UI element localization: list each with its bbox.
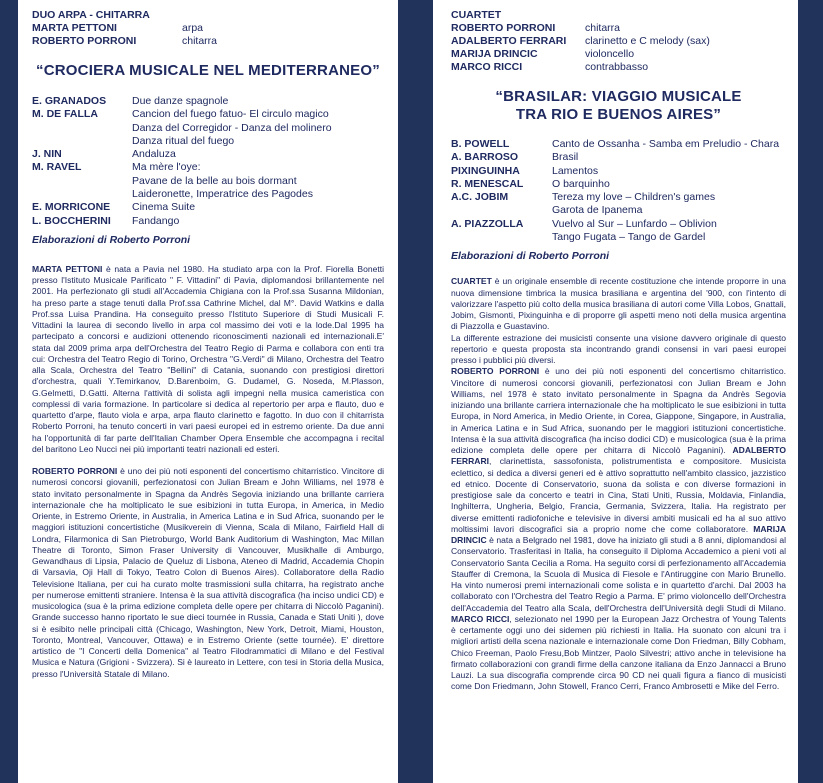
cast-list <box>451 9 786 74</box>
composer: J. NIN <box>32 148 62 161</box>
composer: E. MORRICONE <box>32 201 111 214</box>
work: O barquinho <box>552 177 610 190</box>
bio-text: è uno dei più noti esponenti del concertismo chitarristico. Vincitore di numerosi concorsi giovanili, perfezionatosi con Julian Bream e John Williams, nel 1978 è stato invitato personalmente in Spagna da Andrès Segovia iniziando una brillante carriera internazionale che ha moltiplicato le sue esibizioni in tutta Europa, in America, in Medio Oriente, in Estremo Oriente, in Australia, in America Latina e in Sud Africa, suonando per le maggiori istituzioni concertistiche (Musikverein di Vienna, Scala di Milano, Fairfield Hall di Londra, Filarmonica di San Pietroburgo, World Bank Auditorium di Washington, Mac Millan Theatre di Toronto, Simon Fraser University di Vancouver, Musikhalle di Amburgo, Gewandhaus di Lipsia, Palacio de Queluz di Lisbona, Ateneo di Madrid, Accademia Chopin di Varsavia, Oji Hall di Tokyo, Teatro Colon di Buenos Aires). Collaboratore della Radio Televisione Italiana, per cui ha curato molte trasmissioni sulla chitarra, ha registrato anche per numerose emittenti straniere. Intensa è la sua attività discografica (ha inciso undici CD) e musicologica (sua è la prima edizione completa delle opere per chitarra di Niccolò Paganini). Grande successo hanno riportato le sue dieci tournée in Russia, Canada e Stati Uniti ), dove si è esibito nelle principali città (Chicago, Washington, New York, Detroit, Miami, Houston, Toronto, Montreal, Vancouver, Ottawa) e in Estremo Oriente (sette tournée). E' direttore artistico de "I Concerti della Domenica" al Teatro Filodrammatici di Milano e del Festival Musica e Natura (Grigioni - Svizzera). Si è laureato in Lettere, con tesi in Storia della Musica, presso l'Università Statale di Milano. <box>32 466 384 679</box>
bio-text: , clarinettista, sassofonista, polistrumentista e compositore. Musicista eclettico, si dedica a diversi generi ed è attivo soprattutto nell'ambito classico, jazzistico ed etnico. Docente di Conservatorio, suona da solista e con diverse formazioni in prestigiose sale da concerto e teatri in Cina, Stati Uniti, Russia, Moldavia, Finlandia, Inghilterra, Ungheria, Belgio, Francia, Germania, Svizzera, Italia. Ha registrato per diverse emittenti radiofoniche e televisive in diversi ambiti musicali ed ha al suo attivo moltissimi lavori discografici sia a proprio nome che come collaboratore. <box>451 456 786 534</box>
composer: A.C. JOBIM <box>451 191 509 204</box>
composer: PIXINGUINHA <box>451 164 520 177</box>
bio-text: è nata a Belgrado nel 1981, dove ha iniziato gli studi a 8 anni, diplomandosi al Conservatorio. Trasferitasi in Italia, ha conseguito il Diploma Accademico a pieni voti al Conservatorio Santa Cecilia a Roma. Ha seguito corsi di perfezionamento all'Accademia Stauffer di Cremona, la Scuola di Musica di Fiesole e l'Antiruggine con Mario Brunello. Ha vinto numerosi premi internazionali come solista e in quartetto d'archi. Dal 2003 ha collaborato con l'Orchestra del Teatro Regio a Parma. E' primo violoncello dell'Orchestra dell'Accademia del Teatro alla Scala, dell'Orchestra dell'Università degli Studi di Milano. <box>451 535 786 613</box>
bio-porroni <box>32 466 384 680</box>
cast-heading: DUO ARPA - CHITARRA <box>32 9 150 21</box>
cast-list <box>32 9 384 48</box>
work: Brasil <box>552 151 579 164</box>
program-title-line: TRA RIO E BUENOS AIRES” <box>515 106 722 123</box>
bio-name: MARTA PETTONI <box>32 263 103 274</box>
bio-pettoni <box>32 264 384 455</box>
work: Tereza my love – Children's games <box>552 191 716 204</box>
work: Due danze spagnole <box>132 95 229 107</box>
program-row <box>32 215 384 228</box>
bio-ensemble-members <box>451 366 786 692</box>
composer: A. PIAZZOLLA <box>451 217 524 230</box>
work: Vuelvo al Sur – Lunfardo – Oblivion <box>552 217 717 230</box>
program-row <box>451 218 786 245</box>
bio-name: ADALBERTO FERRARI <box>451 445 786 467</box>
program-row <box>451 151 786 164</box>
cast-row <box>451 61 786 74</box>
work: Garota de Ipanema <box>552 204 643 217</box>
work: Laideronette, Imperatrice des Pagodes <box>132 188 313 201</box>
cast-name: MARCO RICCI <box>451 61 523 73</box>
work: Cancion del fuego fatuo- El circulo magico <box>132 108 329 121</box>
composer: R. MENESCAL <box>451 177 524 190</box>
program-row <box>32 95 384 108</box>
bio-cuartet <box>451 276 786 332</box>
program-title: “CROCIERA MUSICALE NEL MEDITERRANEO” <box>36 62 380 79</box>
work: Lamentos <box>552 164 599 177</box>
cast-role: chitarra <box>182 35 218 47</box>
cast-name: MARTA PETTONI <box>32 22 117 34</box>
cast-row <box>32 22 384 35</box>
work: Danza del Corregidor - Danza del molinero <box>132 121 332 134</box>
bio-text: , selezionato nel 1990 per la European Jazz Orchestra of Young Talents è certamente oggi uno dei sidemen più richiesti in Italia. Ha suonato con alcuni tra i migliori artisti della scena nazionale e internazionale come Don Friedman, Billy Cobham, Chico Freeman, Paolo Fresu,Bob Mintzer, Paolo Silvestri; attivo anche in televisione ha firmato collaborazioni con grandi firme della canzone italiana da Enzo Jannacci a Bruno Lauzi. La sua discografia comprende circa 90 CD nei quali figura a fianco di musicisti come Don Friedmann, John Stowell, Franco Cerri, Franco Ambrosetti e Mike del Ferro. <box>451 613 786 692</box>
bio-name: CUARTET <box>451 276 492 287</box>
work: Danza ritual del fuego <box>132 134 235 147</box>
composer: M. DE FALLA <box>32 108 98 121</box>
bio-name: ROBERTO PORRONI <box>451 366 540 377</box>
cast-row <box>32 35 384 48</box>
bio-name: ROBERTO PORRONI <box>32 466 118 477</box>
program-list <box>451 138 786 244</box>
arrangement-note: Elaborazioni di Roberto Porroni <box>32 233 191 246</box>
program-row <box>32 161 384 201</box>
composer: B. POWELL <box>451 138 510 150</box>
cast-row <box>451 22 786 35</box>
left-page <box>18 0 398 783</box>
program-row <box>451 178 786 191</box>
program-row <box>451 191 786 218</box>
right-page <box>433 0 798 783</box>
bio-name: MARIJA DRINCIC <box>451 523 786 546</box>
bio-text: è nata a Pavia nel 1980. Ha studiato arpa con la Prof. Fiorella Bonetti presso l'Istituto Musicale Parificato " F. Vittadini" di Pavia, diplomandosi brillantemente nel 2001. Ha perfezionato gli studi all'Accademia Chigiana con la Prof.ssa Susanna Mildonian, ha preso parte a stage tenuti dalla Prof.ssa Cathrine Michel, dal M°. David Watkins e dalla Prof.ssa Luisa Prandina. Ha conseguito presso l'Istituto Superiore di Studi Musicali F. Vittadini la laurea di secondo livello in arpa col massimo dei voti e la lode.Dal 1995 ha partecipato a concorsi e audizioni ottenendo riconoscimenti nazionali ed internazionali.E' stata dal 2009 prima arpa dell'Orchestra del Teatro Regio di Parma e collabora con enti tra cui: Orchestra del Teatro Regio di Torino, Orchestra "G.Verdi" di Milano, Orchestra del Teatro alla Scala, Orchestra del Teatro "Bellini" di Catania, suonando con prestigiosi direttori d'orchestra, quali Y.Temirkanov, D.Barenboim, G. Dudamel, G. Noseda, M.Plasson, G.Gelmetti, D.Gatti. Alterna l'attività di solista agli impegni nella musica cameristica con complessi di varia formazione. In particolare si dedica al repertorio per arpa e flauto, duo e quartetto d'arpe, flauto viola e arpa, arpa flauto clarinetto e fagotto. In duo con il chitarrista Roberto Porroni, ha tenuto concerti in vari paesi europei ed in estremo oriente. Da due anni ha l'opportunità di far parte dell'Italian Chamber Opera Ensemble che accompagna i recital del baritono Leo Nucci nei più importanti teatri nazionali ed esteri. <box>32 263 385 454</box>
cast-role: chitarra <box>585 22 621 34</box>
bio-text: è uno dei più noti esponenti del concertismo chitarristico. Vincitore di numerosi concorsi giovanili, perfezionatosi con Julian Bream e John Williams, nel 1978 è stato invitato personalmente in Spagna da Andrès Segovia iniziando una brillante carriera internazionale che ha moltiplicato le sue esibizioni in tutta Europa, in Nord America, in Medio Oriente, in Corea, Giappone, Singapore, in Australia, in America Latina e in Sud Africa, suonando per le maggiori istituzioni concertistiche. Intensa è la sua attività discografica (ha inciso dodici CD) e musicologica (sua è la prima edizione completa delle opere per chitarra di Niccolò Paganini). <box>451 366 786 456</box>
cast-role: contrabbasso <box>585 61 649 73</box>
program-row <box>32 108 384 148</box>
composer: M. RAVEL <box>32 161 82 174</box>
work: Fandango <box>132 214 180 227</box>
program-list <box>32 95 384 228</box>
bio-name: MARCO RICCI <box>451 613 510 624</box>
cast-row <box>451 35 786 48</box>
program-title-line: “BRASILAR: VIAGGIO MUSICALE <box>495 88 742 105</box>
program-row <box>32 201 384 214</box>
cast-name: ROBERTO PORRONI <box>451 22 556 34</box>
arrangement-note: Elaborazioni di Roberto Porroni <box>451 250 610 263</box>
cast-name: ROBERTO PORRONI <box>32 35 137 47</box>
program-row <box>32 148 384 161</box>
cast-role: violoncello <box>585 48 635 60</box>
work: Canto de Ossanha - Samba em Preludio - Chara <box>552 138 780 150</box>
cast-role: arpa <box>182 22 204 34</box>
work: Ma mère l'oye: <box>132 161 201 174</box>
program-row <box>451 138 786 151</box>
cast-name: MARIJA DRINCIC <box>451 48 538 60</box>
work: Andaluza <box>132 148 176 161</box>
program-title <box>451 88 786 124</box>
cast-name: ADALBERTO FERRARI <box>451 35 567 47</box>
work: Tango Fugata – Tango de Gardel <box>552 231 706 244</box>
work: Cinema Suite <box>132 201 196 214</box>
work: Pavane de la belle au bois dormant <box>132 174 297 187</box>
cast-heading: CUARTET <box>451 9 502 21</box>
bio-text: è un originale ensemble di recente costituzione che intende proporre in una nuova dimensione timbrica la musica brasiliana e argentina del '900, con l'intento di valorizzare l'aspetto più colto della musica brasiliana di autori come Villa Lobos, Gnattali, Jobim, Gismonti, Pixinguinha e di proporre gli aspetti meno noti della musica argentina di Piazzolla e Guastavino. <box>451 276 786 332</box>
cast-role: clarinetto e C melody (sax) <box>585 35 710 47</box>
program-row <box>451 165 786 178</box>
composer: A. BARROSO <box>451 151 519 164</box>
cast-row <box>451 48 786 61</box>
composer: L. BOCCHERINI <box>32 214 111 227</box>
composer: E. GRANADOS <box>32 95 107 107</box>
bio-cuartet-continued: La differente estrazione dei musicisti consente una visione davvero originale di questo repertorio e questa proposta sta incontrando grandi consensi in vari paesi europei presso i pubblici più diversi. <box>451 332 786 366</box>
